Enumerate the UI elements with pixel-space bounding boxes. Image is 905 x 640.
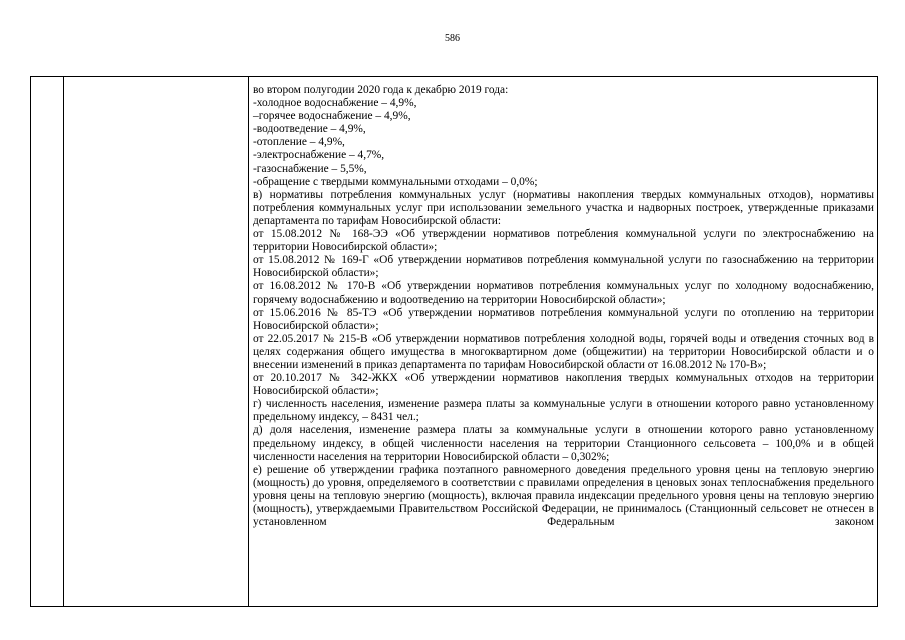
text-paragraph: от 15.08.2012 № 169-Г «Об утверждении нормативов потребления коммунальной услуги по газоснабжению на территории Новосибирской области»; (253, 254, 874, 280)
page-number: 586 (445, 33, 460, 44)
text-paragraph: от 16.08.2012 № 170-В «Об утверждении нормативов потребления коммунальных услуг по холодному водоснабжению, горячему водоснабжению и водоотведению на территории Новосибирской области»; (253, 280, 874, 306)
table-cell-title (64, 77, 249, 607)
text-paragraph: от 15.06.2016 № 85-ТЭ «Об утверждении нормативов потребления коммунальной услуги по отоплению на территории Новосибирской области»; (253, 306, 874, 332)
text-line: -газоснабжение – 5,5%, (253, 162, 367, 175)
text-line: -водоотведение – 4,9%, (253, 123, 366, 136)
content-text (249, 77, 877, 529)
text-paragraph: в) нормативы потребления коммунальных услуг (нормативы накопления твердых коммунальных отходов), нормативы потребления коммунальных услуг при использовании земельного участка и надворных построек, утвержденные приказами департамента по тарифам Новосибирской области: (253, 188, 874, 227)
text-line: -обращение с твердыми коммунальными отходами – 0,0%; (253, 175, 538, 188)
text-paragraph: от 22.05.2017 № 215-В «Об утверждении нормативов потребления холодной воды, горячей воды и отведения сточных вод в целях содержания общего имущества в многоквартирном доме (общежитии) на территории Новосибирской области и о внесении изменений в приказ департамента по тарифам Новосибирской области от 16.08.2012 № 170-В»; (253, 332, 874, 371)
text-paragraph: от 20.10.2017 № 342-ЖКХ «Об утверждении нормативов накопления твердых коммунальных отходов на территории Новосибирской области»; (253, 372, 874, 398)
table-row (31, 77, 878, 607)
text-line: -электроснабжение – 4,7%, (253, 149, 385, 162)
text-paragraph: от 15.08.2012 № 168-ЭЭ «Об утверждении нормативов потребления коммунальной услуги по электроснабжению на территории Новосибирской области»; (253, 228, 874, 254)
text-paragraph: д) доля населения, изменение размера платы за коммунальные услуги в отношении которого равно установленному предельному индексу, в общей численности населения на территории Станционного сельсовета – 100,0% и в общей численности населения на территории Новосибирской области – 0,302%; (253, 424, 874, 463)
text-line: –горячее водоснабжение – 4,9%, (253, 110, 411, 123)
text-line: во втором полугодии 2020 года к декабрю 2019 года: (253, 84, 509, 96)
table-cell-content (249, 77, 878, 607)
text-line: -холодное водоснабжение – 4,9%, (253, 97, 417, 110)
table-cell-number (31, 77, 64, 607)
text-paragraph: г) численность населения, изменение размера платы за коммунальные услуги в отношении которого равно установленному предельному индексу, – 8431 чел.; (253, 398, 874, 424)
text-line: -отопление – 4,9%, (253, 136, 345, 149)
text-paragraph: е) решение об утверждении графика поэтапного равномерного доведения предельного уровня цены на тепловую энергию (мощность) до уровня, определяемого в соответствии с правилами определения в ценовых зонах теплоснабжения предельного уровня цены на тепловую энергию (мощность), включая правила индексации предельного уровня цены на тепловую энергию (мощность), утверждаемыми Правительством Российской Федерации, не принималось (Станционный сельсовет не отнесен в установленном Федеральным законом (253, 463, 874, 529)
document-table (30, 76, 878, 607)
